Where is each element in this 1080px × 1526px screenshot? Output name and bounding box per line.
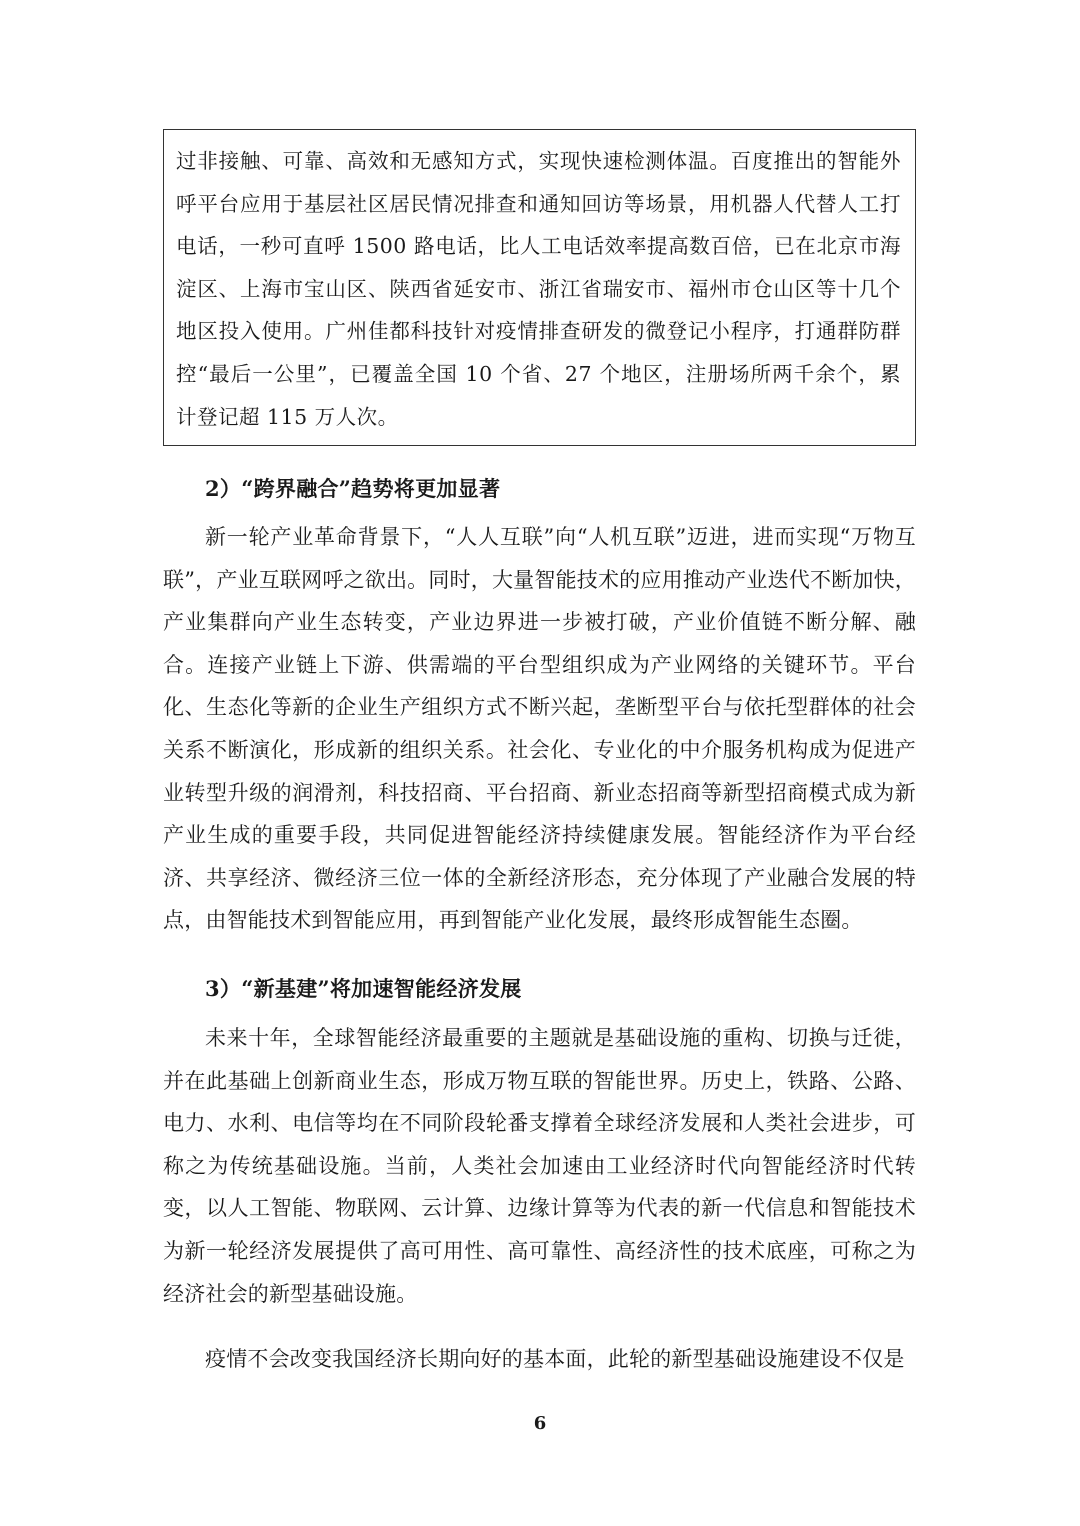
section-3-paragraph-2: 疫情不会改变我国经济长期向好的基本面，此轮的新型基础设施建设不仅是 bbox=[205, 1347, 905, 1371]
section-3-paragraph-1: 未来十年，全球智能经济最重要的主题就是基础设施的重构、切换与迁徙，并在此基础上创新商业生态，形成万物互联的智能世界。历史上，铁路、公路、电力、水利、电信等均在不同阶段轮番支撑着全球经济发展和人类社会进步，可称之为传统基础设施。当前，人类社会加速由工业经济时代向智能经济时代转变，以人工智能、物联网、云计算、边缘计算等为代表的新一代信息和智能技术为新一轮经济发展提供了高可用性、高可靠性、高经济性的技术底座，可称之为经济社会的新型基础设施。 bbox=[163, 1026, 916, 1306]
case-study-box bbox=[163, 129, 916, 446]
section-3-heading: 3）“新基建”将加速智能经济发展 bbox=[205, 976, 522, 1001]
section-2-paragraph: 新一轮产业革命背景下，“人人互联”向“人机互联”迈进，进而实现“万物互联”，产业互联网呼之欲出。同时，大量智能技术的应用推动产业迭代不断加快，产业集群向产业生态转变，产业边界进一步被打破，产业价值链不断分解、融合。连接产业链上下游、供需端的平台型组织成为产业网络的关键环节。平台化、生态化等新的企业生产组织方式不断兴起，垄断型平台与依托型群体的社会关系不断演化，形成新的组织关系。社会化、专业化的中介服务机构成为促进产业转型升级的润滑剂，科技招商、平台招商、新业态招商等新型招商模式成为新产业生成的重要手段，共同促进智能经济持续健康发展。智能经济作为平台经济、共享经济、微经济三位一体的全新经济形态，充分体现了产业融合发展的特点，由智能技术到智能应用，再到智能产业化发展，最终形成智能生态圈。 bbox=[163, 525, 916, 933]
case-study-text: 过非接触、可靠、高效和无感知方式，实现快速检测体温。百度推出的智能外呼平台应用于基层社区居民情况排查和通知回访等场景，用机器人代替人工打电话，一秒可直呼 1500 路电话，比人工电话效率提高数百倍，已在北京市海淀区、上海市宝山区、陕西省延安市、浙江省瑞安市、福州市仓山区等十几个地区投入使用。广州佳都科技针对疫情排查研发的微登记小程序，打通群防群控“最后一公里”，已覆盖全国 10 个省、27 个地区，注册场所两千余个，累计登记超 115 万人次。 bbox=[176, 149, 901, 429]
page-number: 6 bbox=[533, 1413, 547, 1434]
section-2-heading: 2）“跨界融合”趋势将更加显著 bbox=[205, 476, 501, 501]
